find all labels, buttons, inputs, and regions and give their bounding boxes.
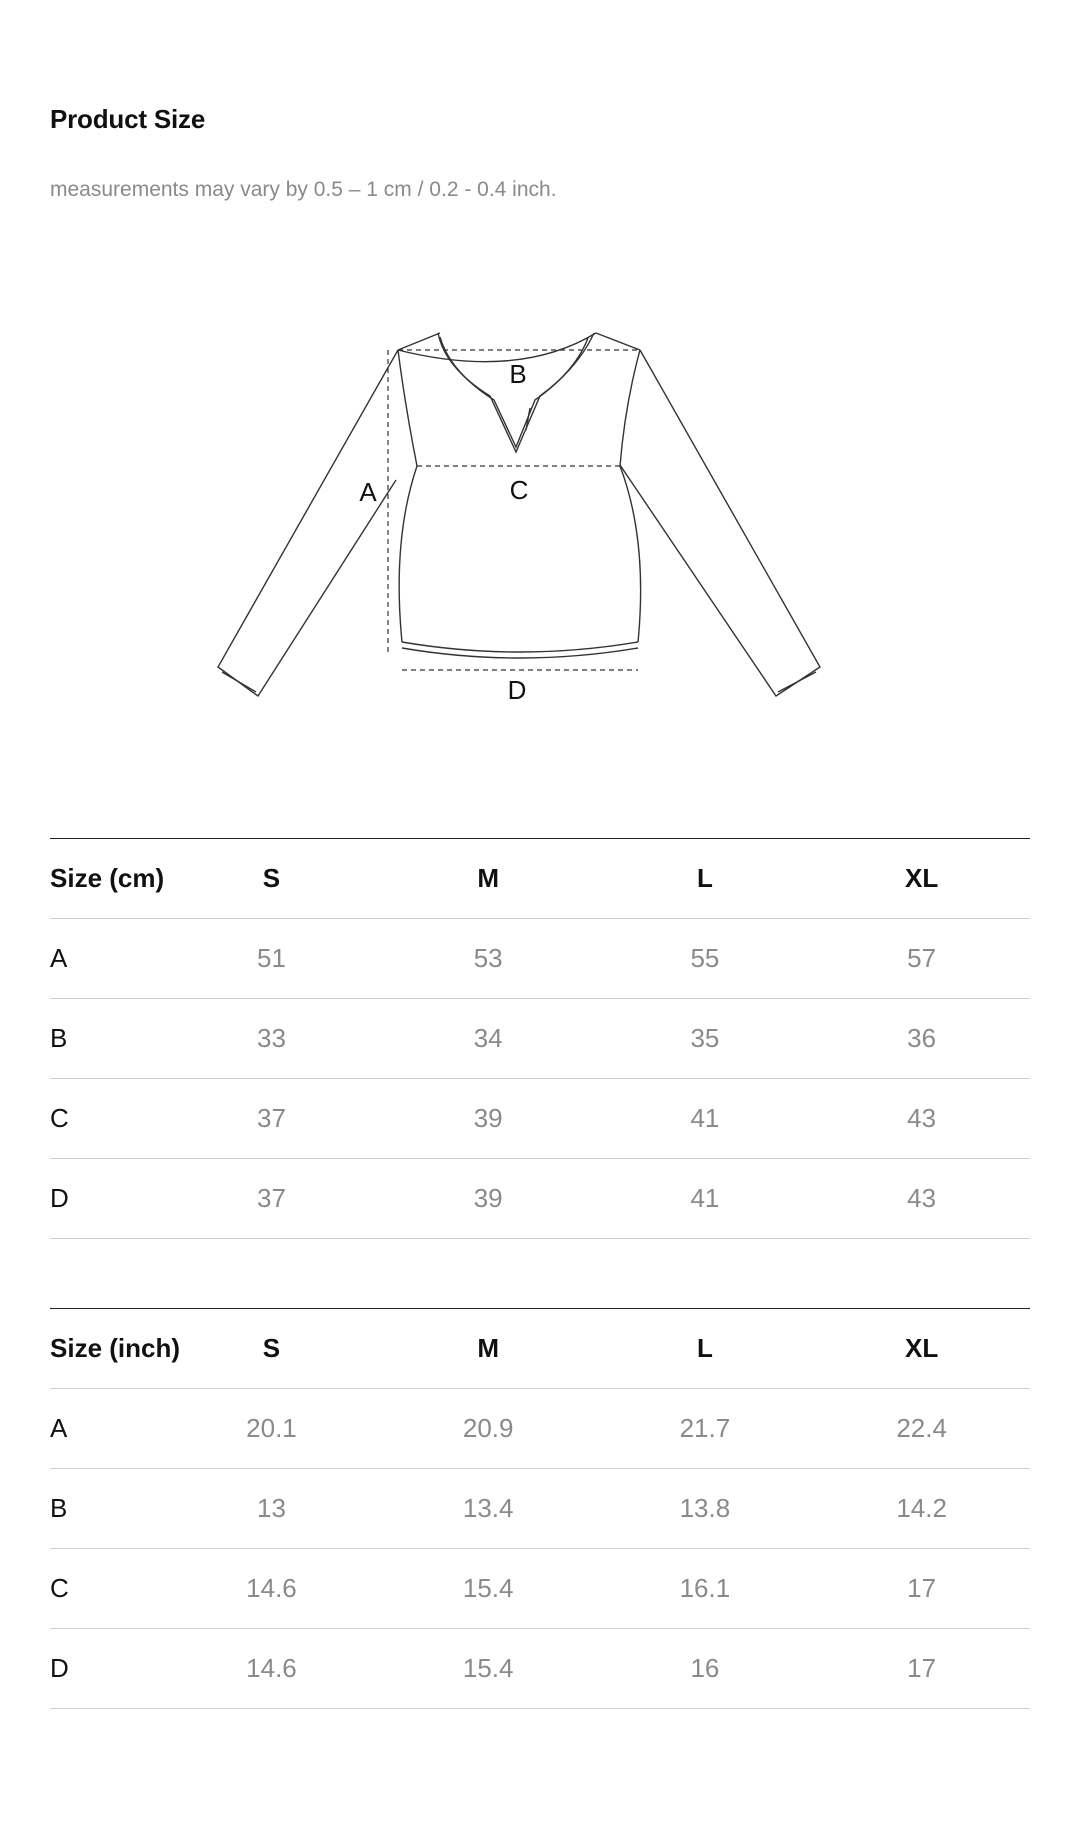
table-cell: 13 — [257, 1493, 286, 1523]
garment-diagram — [0, 0, 1080, 760]
size-table-inch — [50, 1308, 1030, 1709]
table-header-cell: L — [696, 863, 713, 893]
table-cell: 16 — [690, 1653, 720, 1683]
table-cell: 14.6 — [246, 1573, 297, 1603]
table-cell: 55 — [690, 943, 720, 973]
table-cell: 22.4 — [896, 1413, 947, 1443]
table-cell: 36 — [907, 1023, 937, 1053]
table-cell: 34 — [473, 1023, 503, 1053]
row-label: A — [50, 943, 68, 973]
table-cell: 41 — [690, 1183, 720, 1213]
table-cell: 15.4 — [462, 1573, 514, 1603]
table-header-cell: Size (cm) — [50, 863, 165, 893]
diagram-label-a: A — [359, 477, 377, 507]
table-cell: 15.4 — [462, 1653, 514, 1683]
table-row — [50, 1549, 1030, 1629]
diagram-label-d: D — [507, 675, 527, 705]
table-row — [50, 1469, 1030, 1549]
table-cell: 16.1 — [679, 1573, 731, 1603]
table-cell: 37 — [257, 1103, 286, 1133]
table-header-cell: M — [477, 1333, 500, 1363]
table-header-row — [50, 1309, 1030, 1389]
table-row — [50, 919, 1030, 999]
table-cell: 43 — [907, 1103, 937, 1133]
table-cell: 14.6 — [246, 1653, 297, 1683]
table-cell: 17 — [907, 1653, 937, 1683]
table-header-cell: XL — [905, 1333, 939, 1363]
table-cell: 53 — [473, 943, 503, 973]
table-cell: 39 — [473, 1183, 503, 1213]
table-header-cell: S — [262, 1333, 281, 1363]
row-label: C — [50, 1573, 69, 1603]
table-row — [50, 1079, 1030, 1159]
diagram-label-c: C — [509, 475, 529, 505]
measurement-note: measurements may vary by 0.5 – 1 cm / 0.2 - 0.4 inch. — [50, 178, 557, 201]
table-header-cell: XL — [905, 863, 939, 893]
table-cell: 37 — [257, 1183, 286, 1213]
row-label: D — [50, 1653, 69, 1683]
table-header-row — [50, 839, 1030, 919]
table-header-cell: S — [262, 863, 281, 893]
table-row — [50, 1389, 1030, 1469]
size-table-cm — [50, 838, 1030, 1239]
table-cell: 13.4 — [462, 1493, 514, 1523]
row-label: C — [50, 1103, 69, 1133]
diagram-label-b: B — [509, 359, 527, 389]
table-header-cell: M — [477, 863, 500, 893]
table-row — [50, 1159, 1030, 1239]
table-cell: 43 — [907, 1183, 937, 1213]
table-cell: 57 — [907, 943, 937, 973]
row-label: D — [50, 1183, 69, 1213]
row-label: B — [50, 1023, 68, 1053]
table-cell: 13.8 — [679, 1493, 731, 1523]
table-cell: 51 — [257, 943, 286, 973]
table-cell: 20.9 — [462, 1413, 514, 1443]
measurement-lines — [388, 350, 640, 670]
table-cell: 17 — [907, 1573, 937, 1603]
table-cell: 41 — [690, 1103, 720, 1133]
table-cell: 39 — [473, 1103, 503, 1133]
table-row — [50, 999, 1030, 1079]
table-cell: 20.1 — [246, 1413, 297, 1443]
table-cell: 35 — [690, 1023, 720, 1053]
row-label: A — [50, 1413, 68, 1443]
table-cell: 21.7 — [679, 1413, 731, 1443]
table-header-cell: Size (inch) — [50, 1333, 181, 1363]
page-title: Product Size — [50, 104, 206, 134]
row-label: B — [50, 1493, 68, 1523]
table-row — [50, 1629, 1030, 1709]
table-header-cell: L — [696, 1333, 713, 1363]
table-cell: 33 — [257, 1023, 286, 1053]
table-cell: 14.2 — [896, 1493, 947, 1523]
